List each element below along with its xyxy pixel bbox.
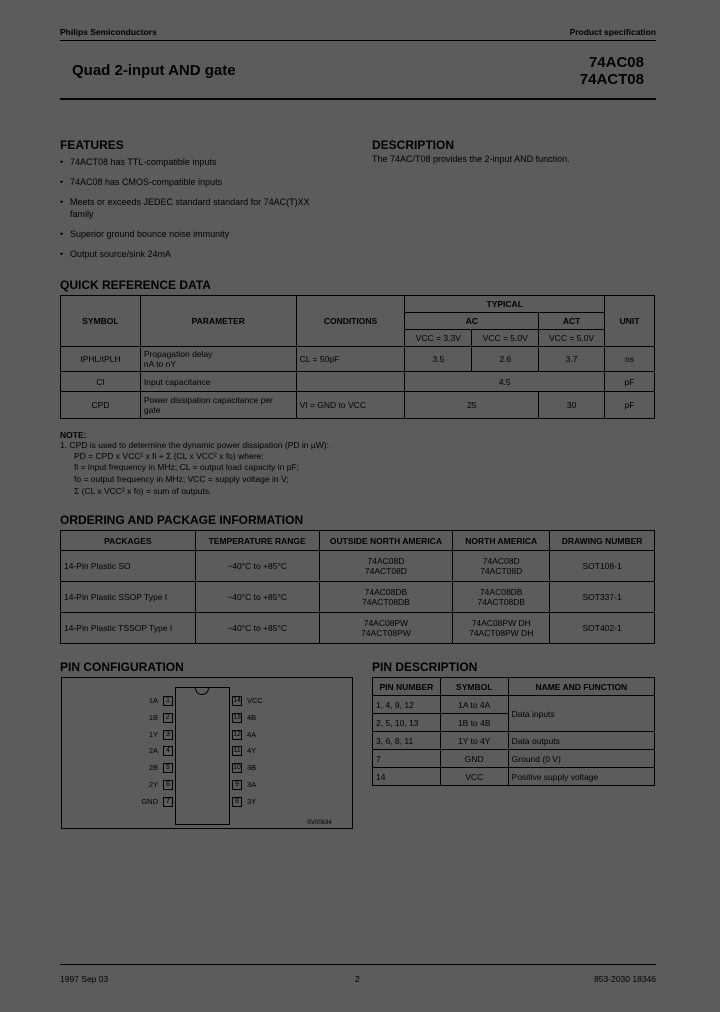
cell-conditions xyxy=(296,372,405,392)
col-vcc-1: VCC = 3.3V xyxy=(405,330,472,347)
note-line: Σ (CL x VCC² x fo) = sum of outputs. xyxy=(74,486,212,496)
pin-label-right: 3Y xyxy=(247,796,257,806)
cell-symbol: CPD xyxy=(61,392,141,419)
cell-parameter-line: gate xyxy=(143,405,161,415)
cell-line: 74AC08PW DH xyxy=(471,618,531,628)
cell-unit: ns xyxy=(605,347,655,372)
cell-symbol: CI xyxy=(61,372,141,392)
diagram-code: SV00634 xyxy=(307,820,332,826)
cell-pin-number: 14 xyxy=(373,768,441,786)
note-line: fi = input frequency in MHz; CL = output load capacity in pF; xyxy=(74,462,300,472)
col-parameter: PARAMETER xyxy=(140,296,296,347)
feature-item-continued: family xyxy=(70,209,94,219)
table-row xyxy=(373,732,655,750)
cell-line: 74ACT08PW xyxy=(361,628,411,638)
cell-pin-number: 1, 4, 9, 12 xyxy=(373,696,441,714)
pin-number-right: 11 xyxy=(233,747,241,755)
pin-label-right: 4B xyxy=(247,712,257,722)
cell-temp: −40°C to +85°C xyxy=(195,582,319,613)
col-drawing: DRAWING NUMBER xyxy=(550,531,655,551)
note-heading: NOTE: xyxy=(60,430,87,440)
pin-label-right: 3A xyxy=(247,780,257,789)
col-typical: TYPICAL xyxy=(405,296,605,313)
pin-number-right: 9 xyxy=(232,780,242,790)
note-line: 1. CPD is used to determine the dynamic power dissipation (PD in µW): xyxy=(60,440,329,450)
col-vcc-3: VCC = 5.0V xyxy=(539,330,605,347)
part-number-2: 74ACT08 xyxy=(579,71,644,88)
pin-label-left: 1B xyxy=(148,712,158,722)
col-vcc-2: VCC = 5.0V xyxy=(472,330,539,347)
header-rule xyxy=(60,40,656,41)
col-packages: PACKAGES xyxy=(61,531,196,551)
pin-label-right: 4A xyxy=(247,729,257,739)
cell-na xyxy=(453,613,550,644)
cell-symbol: 1Y to 4Y xyxy=(440,732,508,750)
pin-number-right: 10 xyxy=(233,764,241,772)
cell-pin-number: 3, 6, 8, 11 xyxy=(373,732,441,750)
cell-drawing: SOT402-1 xyxy=(550,613,655,644)
cell-conditions: CL = 50pF xyxy=(296,347,405,372)
col-unit: UNIT xyxy=(605,296,655,347)
feature-item: • 74ACT08 has TTL-compatible inputs xyxy=(60,157,217,167)
note-line: PD = CPD x VCC² x fi + Σ (CL x VCC² x fo) where: xyxy=(74,451,264,461)
cell-line: 74AC08DB xyxy=(479,587,523,597)
document-type: Product specification xyxy=(569,27,656,37)
footer-code: 853-2030 18346 xyxy=(594,974,656,984)
description-text: The 74AC/T08 provides the 2-input AND function. xyxy=(372,154,570,164)
table-row xyxy=(61,347,655,372)
cell-pin-number: 2, 5, 10, 13 xyxy=(373,714,441,732)
cell-line: 74AC08D xyxy=(367,556,405,566)
pin-number-left: 4 xyxy=(163,746,173,756)
cell-symbol: 1B to 4B xyxy=(440,714,508,732)
features-heading: FEATURES xyxy=(60,138,124,152)
cell-symbol: GND xyxy=(440,750,508,768)
cell-outside xyxy=(319,551,453,582)
col-symbol: SYMBOL xyxy=(61,296,141,347)
table-row xyxy=(373,696,655,714)
cell-value: 4.5 xyxy=(405,372,605,392)
feature-item: • Meets or exceeds JEDEC standard standard for 74AC(T)XX xyxy=(60,197,310,207)
cell-temp: −40°C to +85°C xyxy=(195,613,319,644)
cell-line: 74ACT08DB xyxy=(362,597,410,607)
feature-item: • 74AC08 has CMOS-compatible inputs xyxy=(60,177,223,187)
cell-function: Data outputs xyxy=(508,732,654,750)
pin-label-left: 2B xyxy=(148,763,158,773)
page-title: Quad 2-input AND gate xyxy=(72,62,236,79)
cell-parameter: Input capacitance xyxy=(140,372,296,392)
cell-line: 74ACT08DB xyxy=(477,597,526,607)
cell-parameter xyxy=(140,392,296,419)
pin-config-diagram xyxy=(61,677,353,829)
feature-item: • Output source/sink 24mA xyxy=(60,249,172,259)
table-row xyxy=(61,551,655,582)
cell-value: 30 xyxy=(539,392,605,419)
table-row xyxy=(373,768,655,786)
col-north-america: NORTH AMERICA xyxy=(453,531,550,551)
chip-body xyxy=(175,687,230,825)
pin-label-right: 4Y xyxy=(247,746,257,756)
table-row xyxy=(61,372,655,392)
pin-number-right: 13 xyxy=(233,713,241,721)
cell-line: 74AC08PW xyxy=(363,618,409,628)
pin-number-right: 8 xyxy=(232,797,242,807)
part-numbers xyxy=(580,54,644,88)
cell-value: 3.5 xyxy=(405,347,472,372)
pin-config-heading: PIN CONFIGURATION xyxy=(60,660,184,674)
pin-desc-table xyxy=(372,677,655,786)
cell-value: 3.7 xyxy=(539,347,605,372)
cell-line: 74AC08DB xyxy=(364,587,408,597)
cell-function: Ground (0 V) xyxy=(508,750,654,768)
cell-symbol: 1A to 4A xyxy=(440,696,508,714)
cell-line: 74AC08D xyxy=(482,556,520,566)
footer-rule xyxy=(60,964,656,965)
ordering-table xyxy=(60,530,655,644)
col-temperature: TEMPERATURE RANGE xyxy=(195,531,319,551)
col-symbol: SYMBOL xyxy=(440,678,508,696)
pin-number-left: 3 xyxy=(163,730,173,740)
table-row xyxy=(373,750,655,768)
cell-conditions: VI = GND to VCC xyxy=(296,392,405,419)
cell-parameter xyxy=(140,347,296,372)
pin-number-left: 2 xyxy=(163,713,173,723)
cell-package: 14-Pin Plastic TSSOP Type I xyxy=(61,613,196,644)
company-name: Philips Semiconductors xyxy=(60,27,157,37)
description-heading: DESCRIPTION xyxy=(372,138,455,152)
chip-notch xyxy=(195,687,209,695)
cell-package: 14-Pin Plastic SO xyxy=(61,551,196,582)
col-outside-na: OUTSIDE NORTH AMERICA xyxy=(319,531,453,551)
cell-symbol: tPHL/tPLH xyxy=(61,347,141,372)
ordering-heading: ORDERING AND PACKAGE INFORMATION xyxy=(60,513,304,527)
cell-unit: pF xyxy=(605,392,655,419)
cell-parameter-line: nA to nY xyxy=(143,359,177,369)
col-ac: AC xyxy=(405,313,539,330)
cell-drawing: SOT108-1 xyxy=(550,551,655,582)
cell-pin-number: 7 xyxy=(373,750,441,768)
cell-na xyxy=(453,551,550,582)
footer-date: 1997 Sep 03 xyxy=(60,974,109,984)
pin-label-right: 3B xyxy=(247,763,257,773)
title-rule xyxy=(60,98,656,100)
cell-parameter-line: Propagation delay xyxy=(143,349,213,359)
note-line: fo = output frequency in MHz; VCC = supply voltage in V; xyxy=(74,474,289,484)
pin-label-left: 2Y xyxy=(148,780,158,789)
cell-function: Positive supply voltage xyxy=(508,768,654,786)
pin-number-left: 7 xyxy=(163,797,173,807)
cell-outside xyxy=(319,613,453,644)
pin-number-left: 5 xyxy=(163,763,173,773)
pin-number-right: 12 xyxy=(233,730,241,738)
pin-desc-heading: PIN DESCRIPTION xyxy=(372,660,478,674)
pin-number-right: 14 xyxy=(233,697,241,704)
footer-page: 2 xyxy=(355,974,360,984)
col-pin-number: PIN NUMBER xyxy=(373,678,441,696)
cell-package: 14-Pin Plastic SSOP Type I xyxy=(61,582,196,613)
part-number-1: 74AC08 xyxy=(588,54,644,71)
table-row xyxy=(61,392,655,419)
pin-label-left: 1A xyxy=(148,696,158,705)
pin-label-left: 1Y xyxy=(148,729,158,739)
pin-label-left: GND xyxy=(141,796,158,806)
cell-temp: −40°C to +85°C xyxy=(195,551,319,582)
cell-line: 74ACT08D xyxy=(480,566,523,576)
cell-parameter-line: Power dissipation capacitance per xyxy=(143,395,273,405)
col-act: ACT xyxy=(539,313,605,330)
col-name-function: NAME AND FUNCTION xyxy=(508,678,654,696)
table-row xyxy=(61,613,655,644)
cell-unit: pF xyxy=(605,372,655,392)
quick-ref-table xyxy=(60,295,655,419)
cell-outside xyxy=(319,582,453,613)
cell-value: 2.6 xyxy=(472,347,539,372)
quick-ref-heading: QUICK REFERENCE DATA xyxy=(60,278,211,292)
cell-na xyxy=(453,582,550,613)
pin-label-left: 2A xyxy=(148,746,158,756)
pin-number-left: 1 xyxy=(163,696,173,706)
pin-label-right: VCC xyxy=(247,696,263,705)
pin-number-left: 6 xyxy=(163,780,173,790)
cell-function: Data inputs xyxy=(508,696,654,732)
cell-line: 74ACT08D xyxy=(364,566,407,576)
cell-drawing: SOT337-1 xyxy=(550,582,655,613)
table-row xyxy=(61,582,655,613)
feature-item: • Superior ground bounce noise immunity xyxy=(60,229,230,239)
cell-value: 25 xyxy=(405,392,539,419)
cell-line: 74ACT08PW DH xyxy=(469,628,534,638)
cell-symbol: VCC xyxy=(440,768,508,786)
col-conditions: CONDITIONS xyxy=(296,296,405,347)
